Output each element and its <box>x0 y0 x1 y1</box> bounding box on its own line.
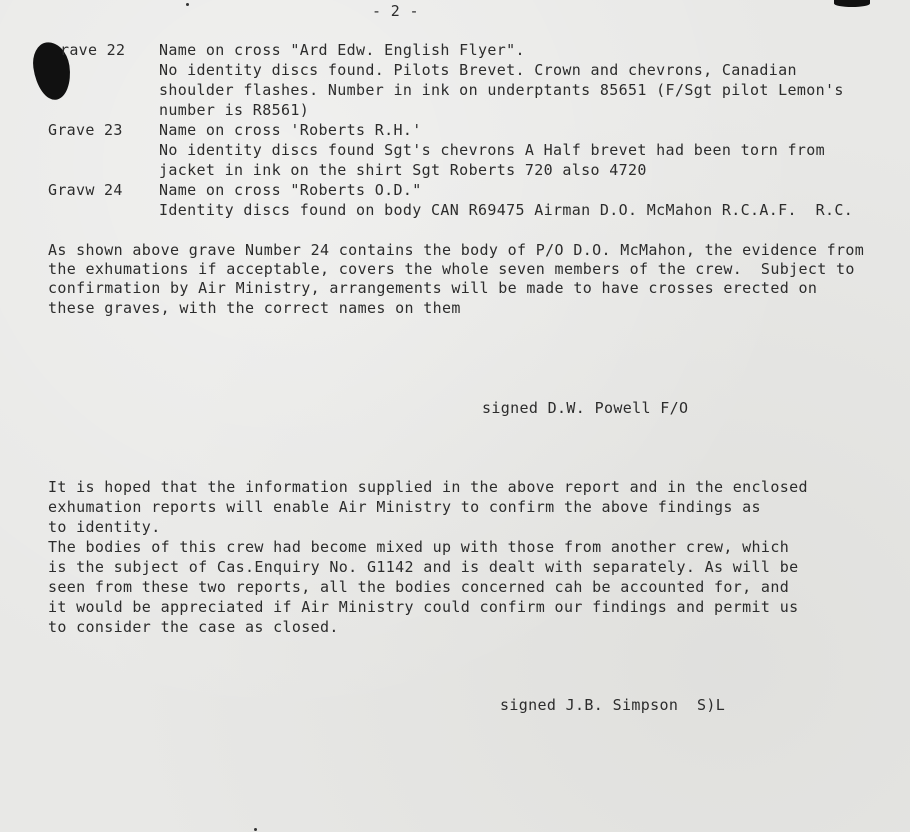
paragraph-2-line-3: to identity. <box>48 518 161 536</box>
grave-22-label: rave 22 <box>60 41 126 59</box>
grave-22-line-2: No identity discs found. Pilots Brevet. Crown and chevrons, Canadian <box>159 61 797 79</box>
grave-22-line-3: shoulder flashes. Number in ink on underptants 85651 (F/Sgt pilot Lemon's <box>159 81 844 99</box>
grave-23-line-3: jacket in ink on the shirt Sgt Roberts 720 also 4720 <box>159 161 647 179</box>
page-number: - 2 - <box>372 2 419 20</box>
paragraph-1-line-3: confirmation by Air Ministry, arrangements will be made to have crosses erected on <box>48 279 818 297</box>
paragraph-2-line-7: it would be appreciated if Air Ministry could confirm our findings and permit us <box>48 598 799 616</box>
grave-24-line-2: Identity discs found on body CAN R69475 Airman D.O. McMahon R.C.A.F. R.C. <box>159 201 854 219</box>
paragraph-2-line-8: to consider the case as closed. <box>48 618 339 636</box>
grave-24-line-1: Name on cross "Roberts O.D." <box>159 181 422 199</box>
paragraph-1-line-4: these graves, with the correct names on them <box>48 299 461 317</box>
ink-smudge-mark <box>834 0 870 7</box>
paragraph-1-line-2: the exhumations if acceptable, covers the whole seven members of the crew. Subject to <box>48 260 855 278</box>
grave-23-label: Grave 23 <box>48 121 123 139</box>
paragraph-2-line-1: It is hoped that the information supplied in the above report and in the enclosed <box>48 478 808 496</box>
grave-23-line-2: No identity discs found Sgt's chevrons A Half brevet had been torn from <box>159 141 826 159</box>
paragraph-2-line-6: seen from these two reports, all the bodies concerned cah be accounted for, and <box>48 578 790 596</box>
paragraph-2-line-2: exhumation reports will enable Air Ministry to confirm the above findings as <box>48 498 761 516</box>
paragraph-2-line-4: The bodies of this crew had become mixed up with those from another crew, which <box>48 538 790 556</box>
paper-speck <box>186 3 189 6</box>
grave-24-label: Gravw 24 <box>48 181 123 199</box>
grave-22-line-4: number is R8561) <box>159 101 310 119</box>
paper-speck <box>254 828 257 831</box>
signature-simpson: signed J.B. Simpson S)L <box>500 696 726 714</box>
paragraph-1-line-1: As shown above grave Number 24 contains the body of P/O D.O. McMahon, the evidence from <box>48 241 865 259</box>
signature-powell: signed D.W. Powell F/O <box>482 399 689 417</box>
grave-23-line-1: Name on cross 'Roberts R.H.' <box>159 121 422 139</box>
grave-22-line-1: Name on cross "Ard Edw. English Flyer". <box>159 41 525 59</box>
paragraph-2-line-5: is the subject of Cas.Enquiry No. G1142 and is dealt with separately. As will be <box>48 558 799 576</box>
